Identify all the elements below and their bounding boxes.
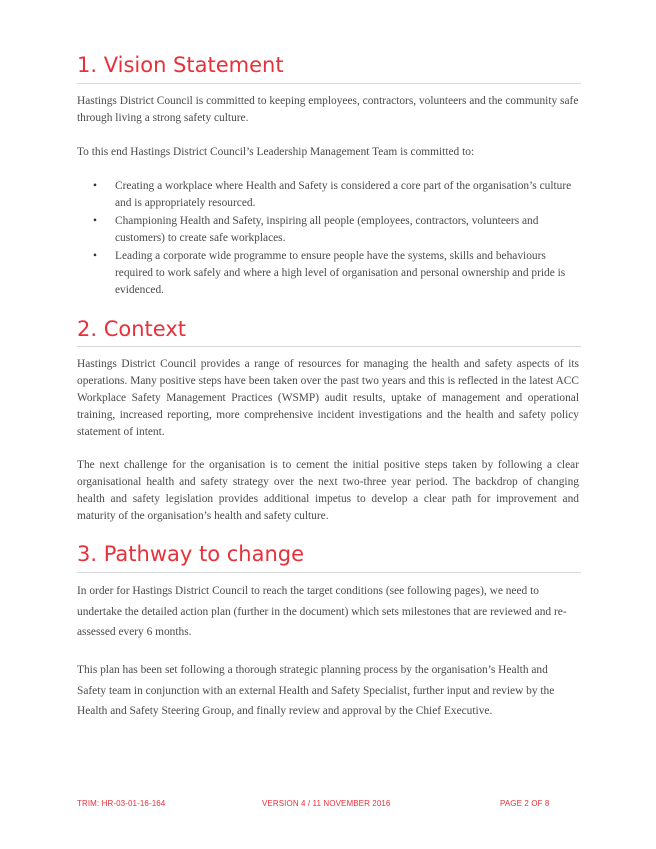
footer-page-number: PAGE 2 OF 8 [500, 799, 550, 808]
context-paragraph-2: The next challenge for the organisation is to cement the initial positive steps taken by following a clear organisational health and safety strategy over the next two-three year period. The backdrop of changing health and safety legislation provides additional impetus to develop a clear path for improvement and maturity of the organisation’s health and safety culture. [77, 459, 579, 522]
pathway-paragraph-2: This plan has been set following a thorough strategic planning process by the organisation’s Health and Safety team in conjunction with an external Health and Safety Specialist, further input and review by the Health and Safety Steering Group, and finally review and approval by the Chief Executive. [77, 664, 555, 717]
heading-rule [77, 83, 581, 84]
bullet-icon: • [93, 215, 97, 227]
vision-lead: To this end Hastings District Council’s Leadership Management Team is committed to: [77, 146, 475, 158]
list-item: • Leading a corporate wide programme to ensure people have the systems, skills and behaviours required to work safely and where a high level of organisation and personal ownership and pride is evidenced. [93, 250, 566, 296]
bullet-icon: • [93, 250, 97, 262]
list-item: • Championing Health and Safety, inspiring all people (employees, contractors, volunteers and customers) to create safe workplaces. [93, 215, 539, 244]
footer-version: VERSION 4 / 11 NOVEMBER 2016 [262, 799, 391, 808]
context-paragraph-1: Hastings District Council provides a range of resources for managing the health and safety aspects of its operations. Many positive steps have been taken over the past two years and this is reflected in the latest ACC Workplace Safety Management Practices (WSMP) audit results, uptake of management and operational training, increased reporting, more comprehensive incident investigations and the health and safety policy statement of intent. [77, 358, 579, 438]
vision-intro: Hastings District Council is committed to keeping employees, contractors, volunteers and the community safe through living a strong safety culture. [77, 95, 579, 124]
heading-rule [77, 346, 581, 347]
pathway-paragraph-1: In order for Hastings District Council to reach the target conditions (see following pages), we need to undertake the detailed action plan (further in the document) which sets milestones that are reviewed and re-assessed every 6 months. [77, 585, 567, 638]
section-heading-vision: 1. Vision Statement [77, 53, 284, 77]
section-heading-context: 2. Context [77, 317, 186, 341]
heading-rule [77, 572, 581, 573]
list-item: • Creating a workplace where Health and Safety is considered a core part of the organisation’s culture and is appropriately resourced. [93, 180, 572, 209]
bullet-icon: • [93, 180, 97, 192]
vision-bullet-list [77, 178, 579, 300]
section-heading-pathway: 3. Pathway to change [77, 542, 305, 566]
footer-trim: TRIM: HR-03-01-16-164 [77, 799, 166, 808]
